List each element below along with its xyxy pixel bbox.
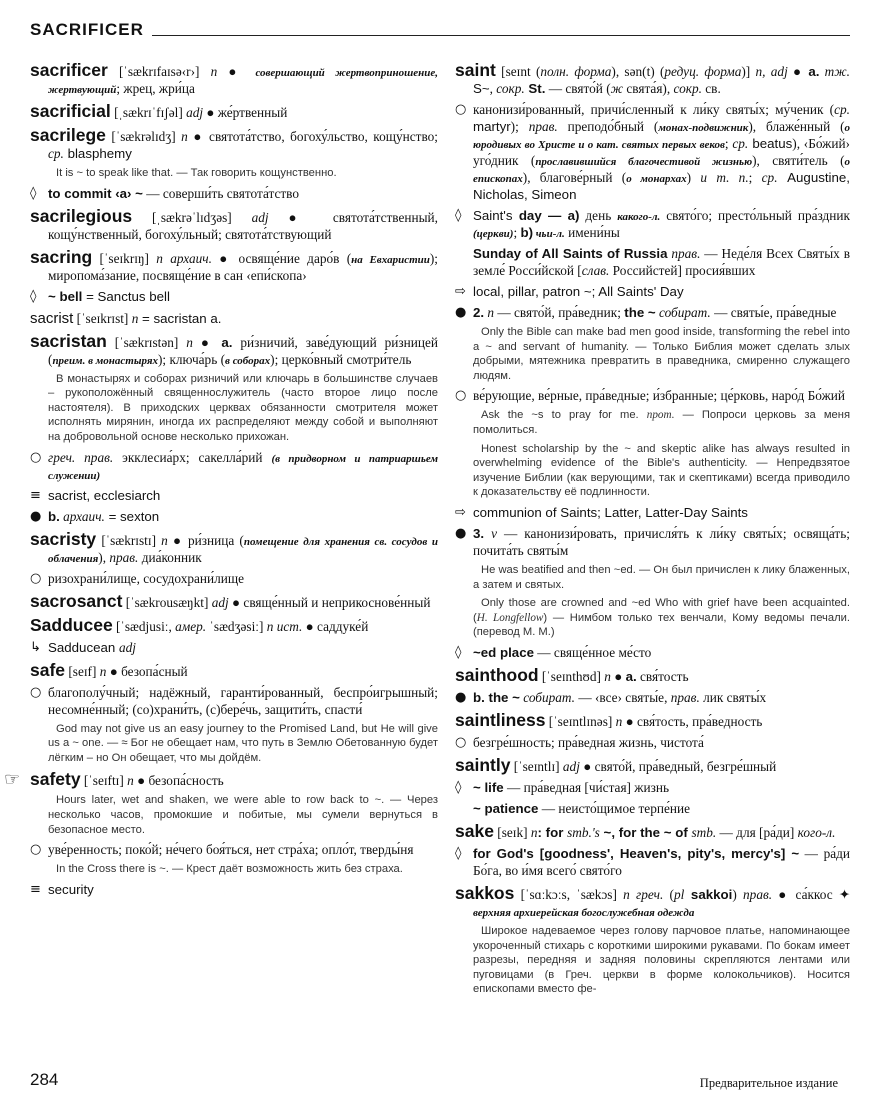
- text-segment: n: [161, 532, 168, 548]
- dictionary-entry: [30, 530, 438, 566]
- headword: saintly: [455, 754, 511, 775]
- text-segment: амер.: [175, 618, 207, 634]
- sense-item: [30, 684, 438, 718]
- text-segment: ● святота́тство, богоху́льство, кощу́нство;: [187, 129, 438, 144]
- bullet-icon: ●: [455, 525, 467, 541]
- text-segment: ),: [98, 549, 110, 565]
- text-segment: God may not give us an easy journey to the Promised Land, but He will give us a ~ one. — ≈ Бог не обещает нам, что путь в Землю Обетованную будет лёгким – но Он обещает, что мы дойдём.: [48, 722, 438, 764]
- diamond-icon: ◊: [455, 208, 462, 223]
- text-segment: Российстей] просия́вших: [609, 263, 756, 278]
- example-text: [455, 408, 850, 437]
- text-segment: какого-л.: [617, 211, 661, 223]
- derived-arrow-icon: ↳: [30, 639, 41, 655]
- text-segment: слав.: [581, 263, 610, 278]
- text-segment: );: [510, 119, 529, 134]
- text-segment: — свято́й, пра́ведник;: [494, 305, 625, 320]
- text-segment: [ˈseɪkrɪŋ]: [92, 250, 157, 266]
- headword: sake: [455, 820, 494, 841]
- sense-item: [30, 449, 438, 483]
- text-segment: [seɪf]: [65, 663, 100, 679]
- sense-item: [455, 525, 850, 559]
- text-segment: ж: [610, 81, 623, 96]
- text-segment: ●: [610, 668, 626, 684]
- dictionary-entry: [30, 661, 438, 680]
- text-segment: )]: [741, 64, 756, 79]
- text-segment: — канонизи́ровать, причисля́ть к ли́ку святы́х; освяща́ть; почита́ть святы́м: [473, 525, 850, 558]
- text-segment: [ˈseɪkrɪst]: [73, 310, 132, 326]
- text-segment: ри́зничий, заве́дующий ри́зницей (: [48, 334, 439, 367]
- text-segment: о монархах: [626, 173, 687, 185]
- dictionary-entry: [455, 756, 850, 775]
- text-segment: Широкое надеваемое через голову парчовое платье, напоминающее укороченный стихарь с короткими широкими рукавами. По бокам имеет разрезы, передняя и задняя половины скрепляются лентами или пуговицами (в Греч. церкви в форме колокольчиков). Носится епископами вместо фе-: [473, 924, 850, 996]
- text-segment: n архаич.: [156, 250, 212, 266]
- dictionary-entry: [30, 207, 438, 243]
- text-segment: кого-л.: [797, 824, 836, 840]
- text-segment: St.: [524, 81, 546, 96]
- text-segment: = Sanctus bell: [82, 288, 170, 304]
- text-segment: ~ patience: [473, 800, 539, 816]
- text-segment: [ˈseɪnthʊd]: [538, 668, 605, 684]
- sense-item: [30, 881, 438, 898]
- headword: Sadducee: [30, 614, 113, 635]
- sense-item: [30, 185, 438, 202]
- text-segment: прав.: [670, 689, 700, 705]
- dictionary-entry: [455, 61, 850, 97]
- text-segment: S~: [473, 81, 490, 96]
- example-text: [455, 924, 850, 997]
- text-segment: n ист.: [266, 618, 303, 634]
- text-segment: n, adj: [755, 64, 788, 79]
- dictionary-entry: [4, 769, 438, 791]
- text-segment: ): [732, 886, 744, 902]
- text-segment: adj: [118, 639, 136, 655]
- text-segment: [ˈsækrɪstɪ]: [96, 532, 162, 548]
- text-segment: Honest scholarship by the ~ and skeptic alike has always resulted in overwhelming evidence of the Bible's authenticity. — Непредвзятое изучение Библии (как верующими, так и скептиками) всегда приводило к доказательству её подлинности.: [473, 442, 850, 499]
- text-segment: — неисто́щимое терпе́ние: [538, 800, 691, 816]
- text-segment: Only those are crowned and ~ed Who with grief have been acquainted. (: [473, 597, 850, 624]
- sense-item: [455, 207, 850, 241]
- text-segment: ); миропома́зание, посвяще́ние в сан ‹епи́скопа›: [48, 250, 438, 283]
- circle-icon: ○: [30, 449, 42, 465]
- text-segment: sakkoi: [684, 886, 733, 902]
- text-segment: [ˈseɪntlɪnəs]: [545, 713, 616, 729]
- text-segment: на Евхаристии: [351, 253, 430, 266]
- arrow-right-icon: ⇨: [455, 284, 466, 299]
- text-segment: n: [131, 310, 139, 326]
- text-segment: помещение для хранения св. сосудов и облачения: [48, 535, 438, 565]
- text-segment: = sexton: [104, 508, 160, 524]
- text-segment: 3.: [473, 525, 485, 541]
- headword: saint: [455, 60, 496, 80]
- sense-item: [30, 508, 438, 525]
- headword: sacrilegious: [30, 205, 133, 226]
- text-segment: He was beatified and then ~ed. — Он был причислен к лику блаженных, а затем и святых.: [473, 563, 850, 591]
- text-segment: прав.: [743, 886, 773, 902]
- text-segment: local, pillar, patron ~; All Saints' Day: [473, 284, 684, 299]
- text-segment: благополу́чный; надёжный, гаранти́рованный, беспро́игрышный; несомне́нный; (со)храни́ть, (с)бере́чь, защити́ть, спасти́: [48, 684, 438, 717]
- text-segment: — для [ра́ди]: [716, 824, 798, 840]
- headword: sacrificer: [30, 60, 108, 80]
- text-segment: — свяще́нное ме́сто: [533, 644, 652, 660]
- circle-icon: ○: [30, 842, 42, 858]
- text-segment: In the Cross there is ~. — Крест даёт возможность жить без страха.: [56, 863, 403, 876]
- dictionary-entry: [30, 332, 438, 368]
- dictionary-entry: [455, 711, 850, 730]
- text-segment: ● освяще́ние даро́в (: [211, 250, 352, 266]
- text-segment: ), ‹Бо́жий› уго́дник (: [473, 136, 850, 168]
- text-segment: v: [484, 525, 497, 541]
- text-segment: n: [615, 713, 623, 729]
- text-segment: лик святы́х: [699, 689, 767, 705]
- text-segment: : for: [537, 824, 568, 840]
- running-head-rule: [152, 35, 850, 36]
- text-segment: ризохрани́лище, сосудохрани́лище: [48, 570, 245, 586]
- text-segment: канонизи́рованный, причи́сленный к ли́ку святы́х; му́ченик (: [473, 102, 835, 117]
- text-segment: n греч.: [623, 886, 664, 902]
- headword: saintliness: [455, 709, 546, 730]
- text-segment: [ˌsækrɪˈfɪʃəl]: [110, 105, 187, 120]
- equivalence-icon: ≡: [30, 487, 41, 503]
- text-segment: ●: [192, 334, 222, 350]
- text-segment: ср.: [48, 146, 64, 161]
- example-text: [30, 166, 438, 181]
- sense-item: [455, 504, 850, 521]
- diamond-icon: ◊: [455, 845, 462, 861]
- diamond-icon: ◊: [455, 779, 462, 795]
- text-segment: smb.'s: [567, 824, 600, 840]
- text-segment: Augustine, Nicholas, Simeon: [473, 170, 850, 202]
- text-segment: = sacristan a.: [138, 310, 222, 326]
- text-segment: — святы́е, пра́ведные: [710, 305, 837, 320]
- headword: sacrificial: [30, 101, 111, 121]
- text-segment: Sadducean: [48, 639, 119, 655]
- dictionary-entry: [30, 592, 438, 611]
- edition-note: Предварительное издание: [699, 1076, 838, 1090]
- text-segment: ● саддуке́й: [302, 618, 369, 634]
- text-segment: имени́ны: [564, 225, 620, 240]
- right-column: [455, 56, 850, 1001]
- text-segment: — соверши́ть святота́тство: [142, 185, 300, 201]
- diamond-icon: ◊: [455, 644, 462, 660]
- headword: sacrosanct: [30, 590, 123, 611]
- text-segment: n: [186, 334, 193, 350]
- pointing-hand-icon: ☞: [4, 769, 21, 791]
- text-segment: blasphemy: [63, 146, 132, 161]
- text-segment: — пра́ведная [чи́стая] жизнь: [503, 779, 670, 795]
- diamond-icon: ◊: [30, 288, 37, 304]
- running-head-title: SACRIFICER: [30, 20, 144, 39]
- text-segment: и т. п.: [700, 170, 749, 185]
- text-segment: a.: [808, 64, 820, 79]
- text-segment: ; жрец, жри́ца: [116, 81, 195, 96]
- text-segment: ● свято́й, пра́ведный, безгре́шный: [579, 758, 777, 774]
- text-segment: ● ри́зница (: [167, 532, 244, 548]
- text-segment: ●: [787, 64, 809, 79]
- example-text: [30, 862, 438, 877]
- sense-item: [455, 283, 850, 300]
- text-segment: о епископах: [473, 156, 851, 185]
- text-segment: ): [686, 170, 701, 185]
- text-segment: n: [181, 129, 188, 144]
- text-segment: [ˈseɪftɪ]: [80, 773, 128, 789]
- text-segment: прав.: [667, 246, 701, 261]
- headword: sacrist: [30, 309, 74, 327]
- text-segment: — Попроси церковь за меня помолиться.: [473, 409, 850, 436]
- text-segment: ср.: [834, 102, 850, 117]
- text-segment: ср.: [761, 170, 778, 185]
- circle-icon: ○: [455, 734, 467, 750]
- dictionary-entry: [30, 126, 438, 162]
- text-segment: — Неде́ля Всех Святы́х в земле́ Росси́йской [: [473, 246, 850, 278]
- example-text: [30, 722, 438, 766]
- example-text: [455, 596, 850, 640]
- text-segment: ), святи́тель (: [752, 153, 845, 168]
- sense-item: [455, 779, 850, 796]
- text-segment: day — a): [518, 208, 580, 223]
- text-segment: собират.: [655, 305, 711, 320]
- text-segment: (в придворном и патриаршьем служении): [48, 452, 438, 482]
- text-segment: n: [484, 305, 495, 320]
- text-segment: to commit ‹a› ~: [48, 185, 143, 201]
- text-segment: сокр.: [496, 81, 525, 96]
- bullet-icon: ●: [455, 689, 467, 705]
- text-segment: полн. форма: [540, 64, 612, 79]
- sense-item: [30, 487, 438, 504]
- text-segment: ● безопа́сность: [133, 773, 224, 789]
- text-segment: чьи-л.: [533, 228, 565, 240]
- sense-item: [455, 387, 850, 404]
- text-segment: adj: [186, 105, 204, 120]
- text-segment: прот.: [646, 409, 675, 422]
- text-segment: ● свяще́нный и неприкоснове́нный: [228, 594, 431, 610]
- text-segment: — ра́ди Бо́га, во и́мя всего́ свято́го: [473, 845, 850, 878]
- text-segment: Hours later, wet and shaken, we were able to row back to ~. — Через несколько часов, промокшие и побитые, мы сумели вернуться в безопасное место.: [48, 794, 438, 836]
- text-segment: pl: [673, 886, 685, 902]
- text-segment: ● же́ртвенный: [203, 105, 288, 120]
- dictionary-entry: [455, 884, 850, 920]
- sense-item: [455, 101, 850, 203]
- headword: sacrilege: [30, 125, 106, 145]
- text-segment: ве́рующие, ве́рные, пра́ведные; и́збранные; це́рковь, наро́д Бо́жий: [473, 388, 845, 404]
- sense-item: [455, 845, 850, 879]
- dictionary-entry: [455, 666, 850, 685]
- diamond-icon: ◊: [30, 185, 37, 201]
- text-segment: ;: [513, 225, 521, 240]
- text-segment: свята́я),: [623, 81, 674, 96]
- text-segment: n: [604, 668, 611, 684]
- text-segment: прав.: [109, 549, 139, 565]
- example-text: [30, 372, 438, 445]
- text-segment: ); ключа́рь (: [158, 351, 226, 367]
- text-segment: sacrist, ecclesiarch: [48, 487, 161, 503]
- text-segment: сокр.: [673, 81, 702, 96]
- text-segment: n: [127, 773, 134, 789]
- text-segment: ) — Нимбом только тех венчали, Кому ведомы печали. (перевод М. М.): [473, 611, 850, 639]
- dictionary-entry: [30, 248, 438, 284]
- text-segment: ● свя́тость, пра́ведность: [622, 713, 763, 729]
- text-segment: — ‹все› святы́е,: [575, 689, 671, 705]
- left-column: [4, 56, 439, 902]
- text-segment: communion of Saints; Latter, Latter-Day Saints: [473, 504, 748, 520]
- text-segment: martyr: [473, 119, 511, 134]
- text-segment: преподо́бный (: [557, 119, 659, 134]
- text-segment: ), sən(t) (: [611, 64, 665, 79]
- headword: sacristan: [30, 330, 107, 351]
- text-segment: диа́конник: [138, 549, 202, 565]
- text-segment: В монастырях и соборах ризничий или ключарь в большинстве случаев – рукоположённый священнослужитель (часто второе лицо после настоятеля). В приходских церквах обязанности смотрителя может исполнять мирянин, иногда их распределяют между собой и выполняют на добровольной основе несколько прихожан.: [48, 372, 438, 443]
- text-segment: ● безопа́сный: [106, 663, 188, 679]
- running-head: [30, 18, 850, 40]
- sense-item: [30, 639, 438, 656]
- text-segment: прав.: [528, 119, 558, 134]
- text-segment: n: [530, 824, 538, 840]
- text-segment: adj: [251, 209, 269, 225]
- text-segment: свя́тость: [636, 668, 689, 684]
- arrow-right-icon: ⇨: [455, 504, 466, 520]
- page-number: 284: [30, 1070, 59, 1089]
- text-segment: (церкви): [473, 228, 514, 240]
- bullet-icon: ●: [30, 508, 42, 524]
- text-segment: adj: [211, 594, 229, 610]
- text-segment: ), благове́рный (: [522, 170, 627, 185]
- sense-item: [455, 304, 850, 321]
- headword: safe: [30, 659, 66, 680]
- text-segment: [ˈseɪntlɪ]: [510, 758, 563, 774]
- text-segment: [ˈsækrɪfaɪsə‹r›]: [107, 64, 211, 79]
- headword: sacristy: [30, 528, 97, 549]
- dictionary-entry: [30, 616, 438, 635]
- text-segment: ;: [748, 170, 762, 185]
- text-segment: a.: [625, 668, 637, 684]
- circle-icon: ○: [30, 570, 42, 586]
- example-text: [455, 442, 850, 500]
- text-segment: экклесиа́рх; сакелла́рий: [113, 449, 272, 465]
- text-segment: собират.: [519, 689, 576, 705]
- text-segment: [ˈsækrousæŋkt]: [122, 594, 212, 610]
- headword: safety: [30, 769, 81, 790]
- text-segment: ); церко́вный смотри́тель: [270, 351, 412, 367]
- text-segment: греч. прав.: [48, 449, 114, 465]
- example-text: [455, 563, 850, 592]
- text-segment: совершающий жертвоприношение, жертвующий: [48, 67, 439, 96]
- text-segment: [ˈsædjusiː,: [112, 618, 176, 634]
- text-segment: Only the Bible can make bad men good inside, transforming the rebel into a ~ and servant of humanity. — Только Библия может сделать злых добрыми, мятежника превратить в праведника, смиренно служащего людям.: [473, 326, 850, 382]
- sense-item: [455, 245, 850, 279]
- text-segment: 2.: [473, 305, 485, 320]
- text-segment: Ask the ~s to pray for me.: [481, 409, 647, 422]
- text-segment: о юродивых во Христе и о кат. святых первых веков: [473, 122, 850, 151]
- text-segment: ~ bell: [48, 288, 83, 304]
- text-segment: ~ life: [473, 779, 504, 795]
- text-segment: ), блаже́нный (: [748, 119, 845, 134]
- headword: sakkos: [455, 882, 515, 903]
- text-segment: прославившийся благочестивой жизнью: [535, 156, 753, 168]
- text-segment: adj: [562, 758, 580, 774]
- sense-item: [455, 644, 850, 661]
- text-segment: beatus: [748, 136, 793, 151]
- text-segment: ср.: [732, 136, 749, 151]
- text-segment: уве́ренность; поко́й; не́чего боя́ться, нет стра́ха; опло́т, тверды́ня: [48, 842, 414, 858]
- sense-item: [30, 570, 438, 587]
- text-segment: ● святота́тственный, кощу́нственный, богоху́льный; святота́тствующий: [48, 209, 438, 242]
- text-segment: верхняя архиерейская богослужебная одежда: [473, 906, 695, 919]
- dictionary-entry: [30, 102, 438, 121]
- text-segment: архаич.: [59, 508, 105, 524]
- bullet-icon: ●: [455, 305, 467, 320]
- text-segment: ;: [724, 136, 733, 151]
- text-segment: — свято́й (: [545, 81, 611, 96]
- text-segment: Sunday of All Saints of Russia: [473, 246, 668, 261]
- equivalence-icon: ≡: [30, 881, 41, 897]
- text-segment: [ˌsækrəˈlɪdʒəs]: [132, 209, 252, 225]
- text-segment: b. the ~: [473, 689, 520, 705]
- text-segment: for God's [goodness', Heaven's, pity's, mercy's] ~: [473, 845, 800, 861]
- circle-icon: ○: [455, 102, 467, 117]
- sense-item: [30, 841, 438, 858]
- text-segment: [seɪnt (: [495, 64, 541, 79]
- sense-item: [455, 800, 850, 817]
- text-segment: (: [663, 886, 674, 902]
- text-segment: H. Longfellow: [476, 611, 544, 624]
- text-segment: ● са́ккос ✦: [772, 886, 850, 902]
- text-segment: [ˈsɑːkɔːs, ˈsækɔs]: [514, 886, 624, 902]
- text-segment: a.: [221, 334, 233, 350]
- text-segment: Saint's: [473, 208, 519, 223]
- sense-item: [455, 734, 850, 751]
- text-segment: b.: [48, 508, 60, 524]
- text-segment: [seɪk]: [493, 824, 531, 840]
- text-segment: n: [99, 663, 107, 679]
- text-segment: безгре́шность; пра́ведная жизнь, чистота́: [473, 734, 704, 750]
- text-segment: [ˈsækrəlɪdʒ]: [105, 129, 182, 144]
- text-segment: ~ed place: [473, 644, 534, 660]
- example-text: [455, 325, 850, 383]
- text-segment: преим. в монастырях: [52, 354, 158, 367]
- sense-item: [30, 288, 438, 305]
- text-segment: св.: [701, 81, 721, 96]
- text-segment: smb.: [691, 824, 717, 840]
- sense-item: [455, 689, 850, 706]
- text-segment: ˈsædʒəsiː]: [206, 618, 267, 634]
- circle-icon: ○: [455, 388, 467, 404]
- text-segment: It is ~ to speak like that. — Так говорить кощунственно.: [56, 167, 337, 179]
- dictionary-entry: [455, 822, 850, 841]
- circle-icon: ○: [30, 684, 42, 700]
- headword: sainthood: [455, 664, 539, 685]
- text-segment: редуц. форма: [664, 64, 742, 79]
- dictionary-entry: [30, 310, 438, 327]
- example-text: [30, 793, 438, 837]
- text-segment: день: [579, 208, 618, 223]
- text-segment: n: [210, 64, 218, 79]
- text-segment: свято́го; престо́льный пра́здник: [660, 208, 850, 223]
- text-segment: в соборах: [225, 354, 271, 367]
- text-segment: ~, for the ~ of: [599, 824, 692, 840]
- headword: sacring: [30, 246, 93, 267]
- text-segment: the ~: [624, 305, 656, 320]
- text-segment: монах-подвижник: [658, 122, 749, 134]
- dictionary-entry: [30, 61, 438, 97]
- text-segment: ,: [489, 81, 497, 96]
- text-segment: ●: [217, 64, 256, 79]
- text-segment: тж.: [819, 64, 850, 79]
- text-segment: [ˈsækrɪstən]: [106, 334, 187, 350]
- text-segment: b): [520, 225, 534, 240]
- text-segment: security: [48, 881, 94, 897]
